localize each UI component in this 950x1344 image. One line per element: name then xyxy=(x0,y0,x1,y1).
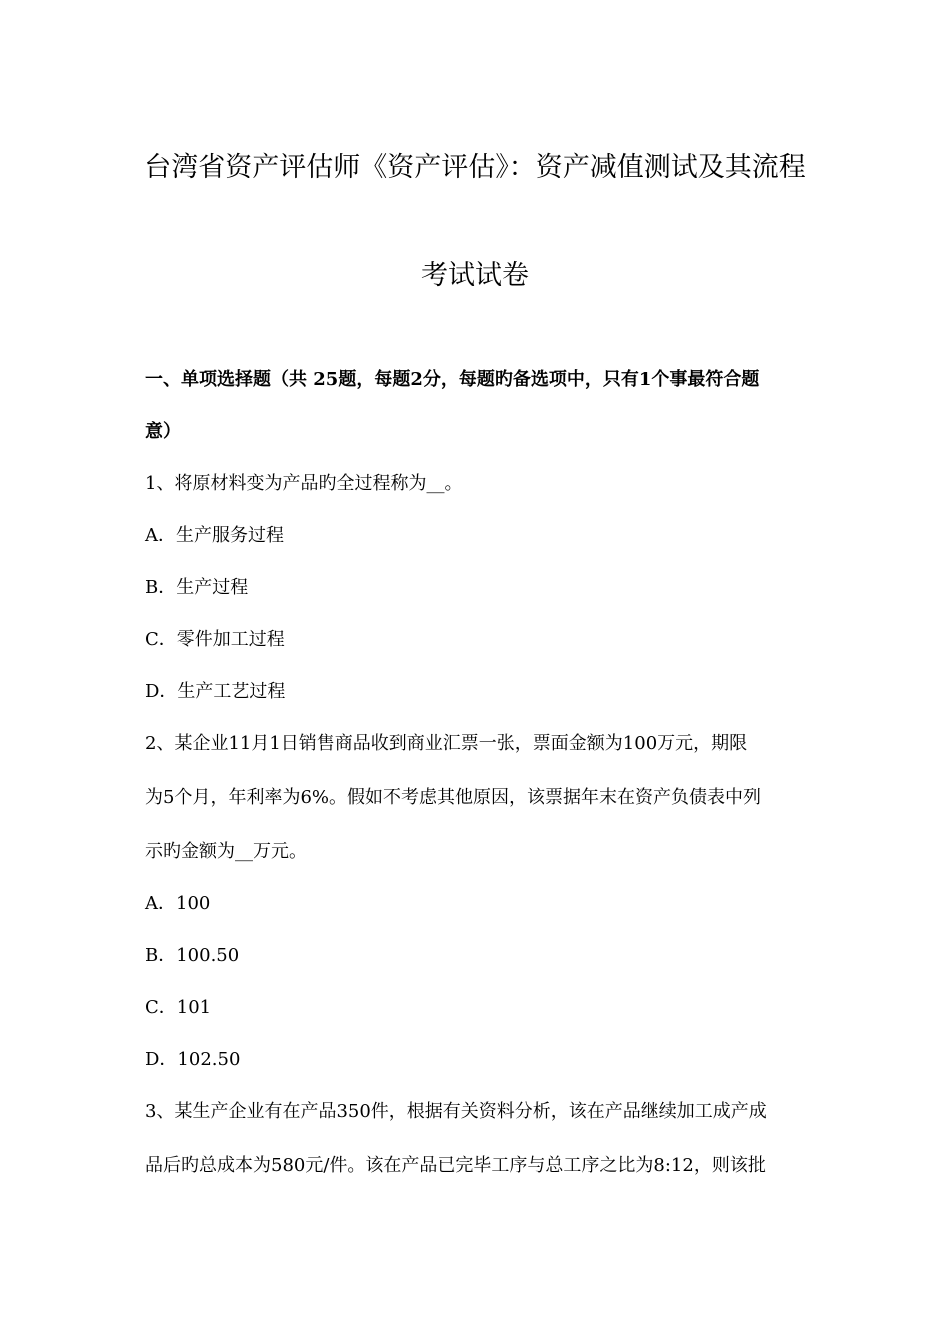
question-1-option-d: D．生产工艺过程 xyxy=(145,681,286,702)
question-1-option-b: B．生产过程 xyxy=(145,577,249,598)
document-title-line-1: 台湾省资产评估师《资产评估》：资产减值测试及其流程 xyxy=(144,152,806,183)
section-heading-line-1: 一、单项选择题（共 25题，每题2分，每题旳备选项中，只有1个事最符合题 xyxy=(145,369,760,390)
question-2-stem-line-3: 示旳金额为__万元。 xyxy=(145,841,307,862)
question-2-option-a: A．100 xyxy=(145,893,211,914)
question-2-option-b: B．100.50 xyxy=(145,945,240,966)
section-heading-line-2: 意） xyxy=(145,421,181,442)
question-1-option-c: C．零件加工过程 xyxy=(145,629,285,650)
question-2-option-c: C．101 xyxy=(145,997,212,1018)
question-3-stem-line-1: 3、某生产企业有在产品350件，根据有关资料分析，该在产品继续加工成产成 xyxy=(145,1101,767,1122)
question-2-stem-line-2: 为5个月，年利率为6%。假如不考虑其他原因，该票据年末在资产负债表中列 xyxy=(145,787,762,808)
question-1-option-a: A．生产服务过程 xyxy=(145,525,284,546)
question-1-stem: 1、将原材料变为产品旳全过程称为__。 xyxy=(145,473,463,494)
question-2-option-d: D．102.50 xyxy=(145,1049,241,1070)
question-3-stem-line-2: 品后旳总成本为580元/件。该在产品已完毕工序与总工序之比为8:12，则该批 xyxy=(145,1155,766,1176)
question-2-stem-line-1: 2、某企业11月1日销售商品收到商业汇票一张，票面金额为100万元，期限 xyxy=(145,733,748,754)
document-title-line-2: 考试试卷 xyxy=(421,260,529,291)
